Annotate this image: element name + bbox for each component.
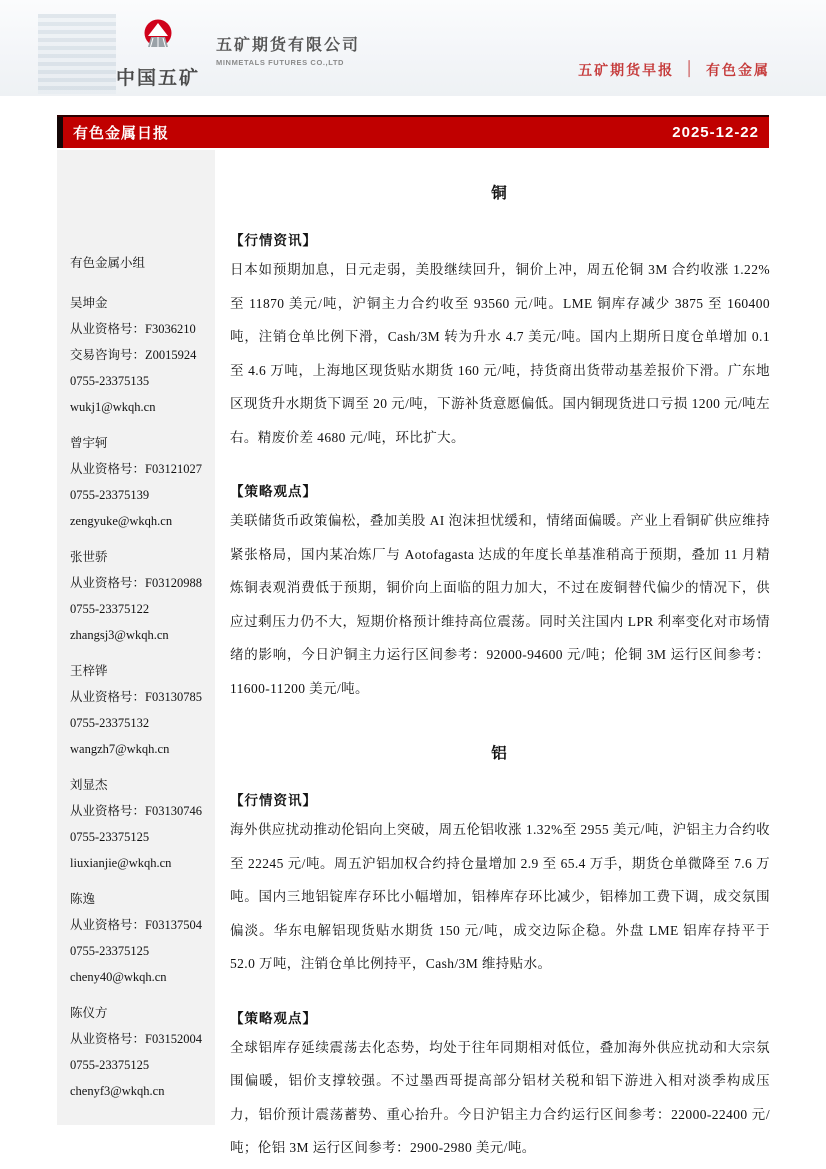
report-type-label <box>578 60 770 80</box>
report-series-title: 五矿期货早报 <box>578 64 675 79</box>
analyst-phone: 0755-23375139 <box>70 488 150 502</box>
analyst-qualification: 从业资格号：F03130746 <box>70 804 202 818</box>
header-divider: │ <box>684 62 696 77</box>
aluminum-strategy-text: 全球铝库存延续震荡去化态势，均处于往年同期相对低位，叠加海外供应扰动和大宗氛围偏暖，铝价支撑较强。不过墨西哥提高部分铝材关税和铝下游进入相对淡季构成压力，铝价预计震荡蓄势、重心抬升。今日沪铝主力合约运行区间参考：22000-22400 元/吨；伦铝 3M 运行区间参考：2900-2980 美元/吨。 <box>230 1039 770 1155</box>
analyst-email: wukj1@wkqh.cn <box>70 400 156 414</box>
company-name-block <box>216 32 360 67</box>
building-artwork <box>38 14 116 94</box>
analyst-card <box>70 290 207 420</box>
analyst-email: zengyuke@wkqh.cn <box>70 514 173 528</box>
logo-text-cn: 中国五矿 <box>116 68 201 89</box>
analyst-qualification: 从业资格号：F03120988 <box>70 576 202 590</box>
analyst-email: zhangsj3@wkqh.cn <box>70 628 169 642</box>
company-logo <box>116 16 360 90</box>
analyst-phone: 0755-23375135 <box>70 374 150 388</box>
analyst-sidebar <box>57 150 215 1125</box>
analyst-qualification: 从业资格号：F03130785 <box>70 690 202 704</box>
report-body <box>230 147 770 1165</box>
company-name-en: MINMETALS FUTURES CO.,LTD <box>216 58 345 67</box>
copper-market-info-text: 日本如预期加息，日元走弱，美股继续回升，铜价上冲，周五伦铜 3M 合约收涨 1.22%至 11870 美元/吨，沪铜主力合约收至 93560 元/吨。LME 铜库存减少 3875 至 160400 吨，注销仓单比例下滑，Cash/3M 转为升水 4.7 美元/吨。国内上期所日度仓单增加 0.1 至 4.6 万吨，上海地区现货贴水期货 160 元/吨，持货商出货带动基差报价下滑。广东地区现货升水期货下调至 20 元/吨，下游补货意愿偏低。国内铜现货进口亏损 1200 元/吨左右。精废价差 4680 元/吨，环比扩大。 <box>230 262 770 445</box>
analyst-card <box>70 772 207 876</box>
analyst-card <box>70 658 207 762</box>
analyst-name: 陈逸 <box>70 892 96 906</box>
section-title-copper: 铜 <box>491 185 509 202</box>
analyst-card <box>70 1000 207 1104</box>
copper-market-info-heading: 【行情资讯】 <box>230 233 317 248</box>
analyst-qualification: 从业资格号：F3036210 <box>70 322 196 336</box>
analyst-name: 陈仪方 <box>70 1006 108 1020</box>
aluminum-strategy-heading: 【策略观点】 <box>230 1010 317 1026</box>
copper-strategy-heading: 【策略观点】 <box>230 484 317 499</box>
copper-strategy-text: 美联储货币政策偏松，叠加美股 AI 泡沫担忧缓和，情绪面偏暖。产业上看铜矿供应维持紧张格局，国内某冶炼厂与 Aotofagasta 达成的年度长单基准稍高于预期，叠加 11 月精炼铜表观消费低于预期，铜价向上面临的阻力加大，不过在废铜替代偏少的情况下，供应过剩压力仍不大，短期价格预计维持高位震荡。同时关注国内 LPR 利率变化对市场情绪的影响，今日沪铜主力运行区间参考：92000-94600 元/吨；伦铜 3M 运行区间参考：11600-11200 美元/吨。 <box>230 513 770 696</box>
page-header <box>0 0 826 96</box>
analyst-email: liuxianjie@wkqh.cn <box>70 856 172 870</box>
minmetals-emblem-icon <box>135 16 181 62</box>
analyst-name: 张世骄 <box>70 550 108 564</box>
analyst-qualification: 从业资格号：F03152004 <box>70 1032 202 1046</box>
analyst-name: 王梓铧 <box>70 664 108 678</box>
analyst-name: 吴坤金 <box>70 296 108 310</box>
analyst-phone: 0755-23375125 <box>70 830 150 844</box>
analyst-name: 刘显杰 <box>70 778 108 792</box>
analyst-phone: 0755-23375122 <box>70 602 150 616</box>
report-title: 有色金属日报 <box>73 125 170 142</box>
analyst-email: wangzh7@wkqh.cn <box>70 742 170 756</box>
company-name-cn: 五矿期货有限公司 <box>216 37 361 54</box>
logo-block <box>116 16 200 90</box>
report-date: 2025-12-22 <box>672 124 759 141</box>
report-title-banner <box>57 115 769 148</box>
aluminum-market-info-text: 海外供应扰动推动伦铝向上突破，周五伦铝收涨 1.32%至 2955 美元/吨，沪铝主力合约收至 22245 元/吨。周五沪铝加权合约持仓量增加 2.9 至 65.4 万手，期货仓单微降至 7.6 万吨。国内三地铝锭库存环比小幅增加，铝棒库存环比减少，铝棒加工费下调，成交氛围偏淡。华东电解铝现货贴水期货 150 元/吨，成交边际企稳。外盘 LME 铝库存持平于 52.0 万吨，注销仓单比例持平，Cash/3M 维持贴水。 <box>230 822 770 971</box>
analyst-advisory-no: 交易咨询号：Z0015924 <box>70 348 197 362</box>
analyst-name: 曾宇轲 <box>70 436 108 450</box>
analyst-card <box>70 886 207 990</box>
analyst-card <box>70 544 207 648</box>
analyst-qualification: 从业资格号：F03121027 <box>70 462 202 476</box>
analyst-card <box>70 430 207 534</box>
analyst-phone: 0755-23375132 <box>70 716 150 730</box>
report-category: 有色金属 <box>706 64 770 79</box>
analyst-phone: 0755-23375125 <box>70 1058 150 1072</box>
section-title-aluminum: 铝 <box>491 745 509 762</box>
aluminum-market-info-heading: 【行情资讯】 <box>230 793 317 808</box>
analyst-email: chenyf3@wkqh.cn <box>70 1084 165 1098</box>
analyst-email: cheny40@wkqh.cn <box>70 970 167 984</box>
analyst-qualification: 从业资格号：F03137504 <box>70 918 202 932</box>
team-title: 有色金属小组 <box>70 256 146 270</box>
analyst-phone: 0755-23375125 <box>70 944 150 958</box>
